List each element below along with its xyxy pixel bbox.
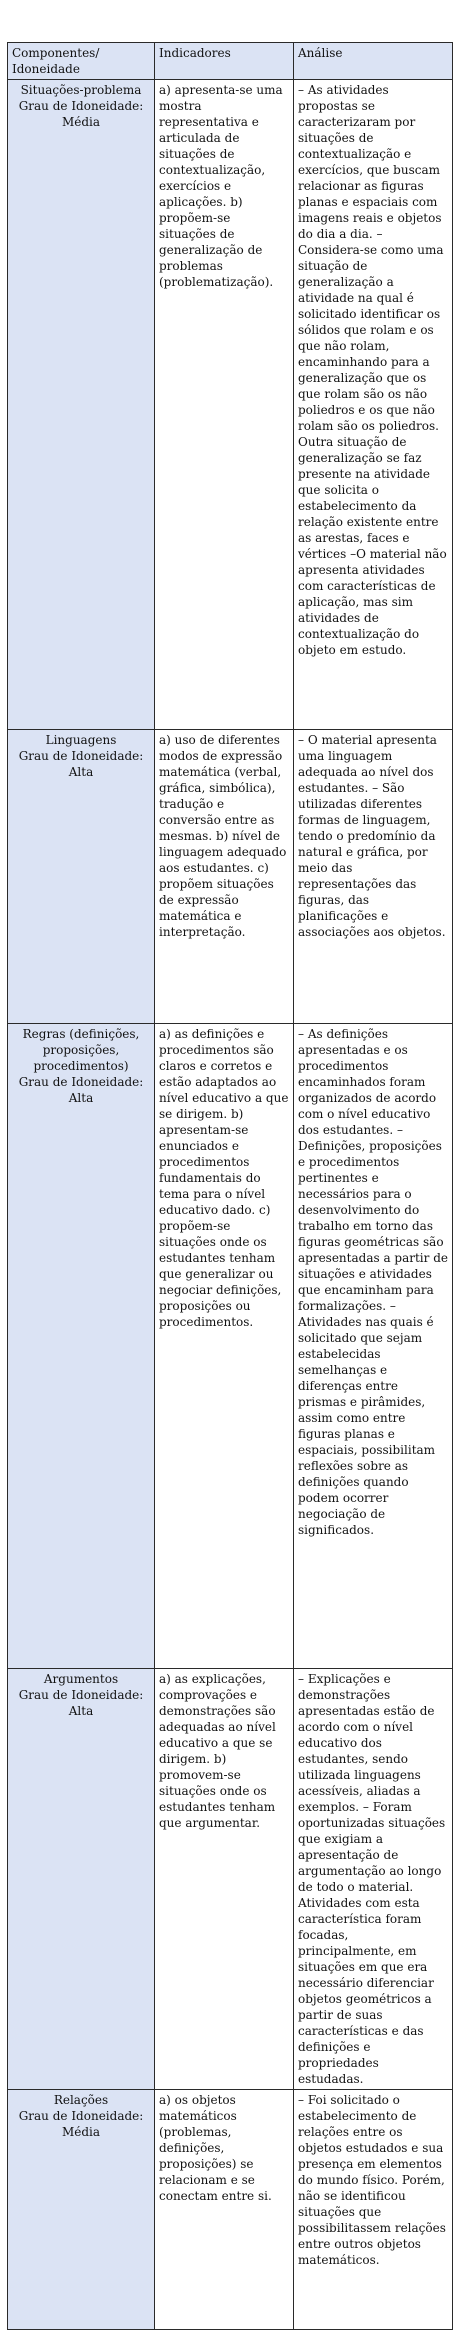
analysis-cell: – Explicações e demonstrações apresentadas estão de acordo com o nível educativo dos estudantes, sendo utilizada linguagens acessíveis, aliadas a exemplos. – Foram oportunizadas situações que exigiam a apresentação de argumentação ao longo de todo o material. Atividades com esta característica foram focadas, principalmente, em situações em que era necessário diferenciar objetos geométricos a partir de suas características e das definições e propriedades estudadas. [294, 1669, 453, 2090]
component-name: Relações [53, 2093, 109, 2107]
component-cell [8, 2090, 155, 2330]
component-name: Situações-problema [20, 83, 142, 97]
component-name: Regras (definições, proposições, procedimentos) [22, 1027, 140, 1073]
header-componentes: Componentes/ Idoneidade [8, 43, 155, 80]
table-body [8, 80, 453, 2330]
indicators-cell: a) apresenta-se uma mostra representativa e articulada de situações de contextualização, exercícios e aplicações. b) propõem-se situações de generalização de problemas (problematização). [155, 80, 294, 730]
component-cell [8, 730, 155, 1024]
analysis-cell: – Foi solicitado o estabelecimento de relações entre os objetos estudados e sua presença em elementos do mundo físico. Porém, não se identificou situações que possibilitassem relações entre outros objetos matemáticos. [294, 2090, 453, 2330]
component-name: Argumentos [43, 1672, 119, 1686]
component-grade: Grau de Idoneidade: Alta [18, 749, 144, 779]
table-header [8, 43, 453, 80]
table-row [8, 80, 453, 730]
component-cell [8, 1669, 155, 2090]
table-row [8, 1669, 453, 2090]
analysis-cell: – O material apresenta uma linguagem adequada ao nível dos estudantes. – São utilizadas diferentes formas de linguagem, tendo o predomínio da natural e gráfica, por meio das representações das figuras, das planificações e associações aos objetos. [294, 730, 453, 1024]
table-row [8, 2090, 453, 2330]
indicators-cell: a) as explicações, comprovações e demonstrações são adequadas ao nível educativo a que se dirigem. b) promovem-se situações onde os estudantes tenham que argumentar. [155, 1669, 294, 2090]
component-name: Linguagens [45, 733, 117, 747]
component-cell [8, 80, 155, 730]
indicators-cell: a) as definições e procedimentos são claros e corretos e estão adaptados ao nível educativo a que se dirigem. b) apresentam-se enunciados e procedimentos fundamentais do tema para o nível educativo dado. c) propõem-se situações onde os estudantes tenham que generalizar ou negociar definições, proposições ou procedimentos. [155, 1024, 294, 1669]
analysis-cell: – As atividades propostas se caracterizaram por situações de contextualização e exercícios, que buscam relacionar as figuras planas e espaciais com imagens reais e objetos do dia a dia. – Considera-se como uma situação de generalização a atividade na qual é solicitado identificar os sólidos que rolam e os que não rolam, encaminhando para a generalização que os que rolam são os não poliedros e os que não rolam são os poliedros. Outra situação de generalização se faz presente na atividade que solicita o estabelecimento da relação existente entre as arestas, faces e vértices –O material não apresenta atividades com características de aplicação, mas sim atividades de contextualização do objeto em estudo. [294, 80, 453, 730]
indicators-cell: a) uso de diferentes modos de expressão matemática (verbal, gráfica, simbólica), tradução e conversão entre as mesmas. b) nível de linguagem adequado aos estudantes. c) propõem situações de expressão matemática e interpretação. [155, 730, 294, 1024]
table-row [8, 730, 453, 1024]
component-grade: Grau de Idoneidade: Alta [18, 1075, 144, 1105]
analysis-cell: – As definições apresentadas e os procedimentos encaminhados foram organizados de acordo com o nível educativo dos estudantes. – Definições, proposições e procedimentos pertinentes e necessários para o desenvolvimento do trabalho em torno das figuras geométricas são apresentadas a partir de situações e atividades que encaminham para formalizações. – Atividades nas quais é solicitado que sejam estabelecidas semelhanças e diferenças entre prismas e pirâmides, assim como entre figuras planas e espaciais, possibilitam reflexões sobre as definições quando podem ocorrer negociação de significados. [294, 1024, 453, 1669]
header-indicadores: Indicadores [155, 43, 294, 80]
indicators-cell: a) os objetos matemáticos (problemas, definições, proposições) se relacionam e se conectam entre si. [155, 2090, 294, 2330]
component-cell [8, 1024, 155, 1669]
header-row [8, 43, 453, 80]
component-grade: Grau de Idoneidade: Média [18, 2109, 144, 2139]
component-grade: Grau de Idoneidade: Alta [18, 1688, 144, 1718]
analysis-table [7, 42, 453, 2330]
component-grade: Grau de Idoneidade: Média [18, 99, 144, 129]
table-row [8, 1024, 453, 1669]
header-analise: Análise [294, 43, 453, 80]
